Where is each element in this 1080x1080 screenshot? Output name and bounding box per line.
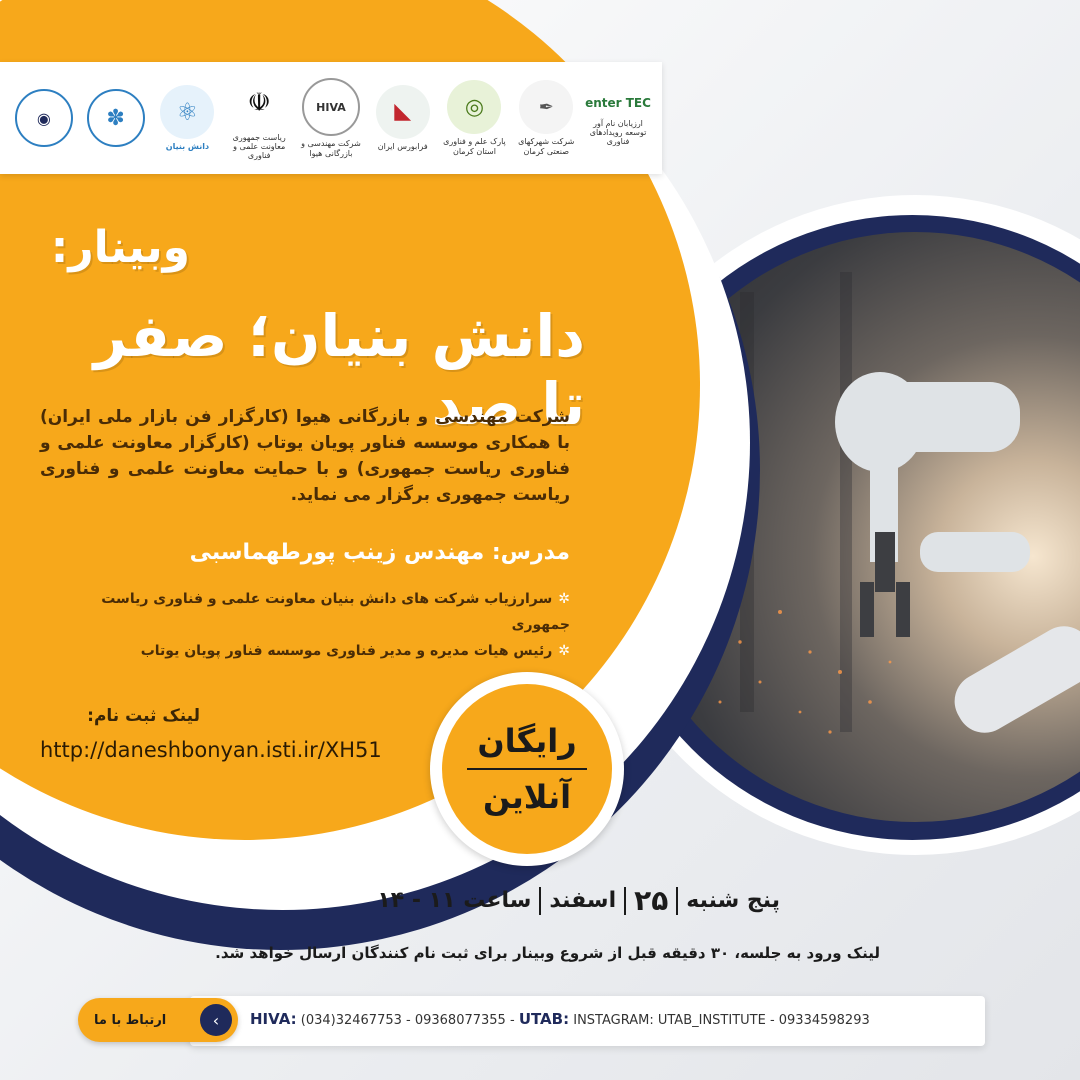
contact-us-label: ارتباط با ما — [94, 1012, 167, 1028]
list-item-text: رئیس هیات مدیره و مدیر فناوری موسسه فناور پویان یوتاب — [140, 643, 553, 659]
date-separator — [676, 887, 678, 915]
badge-free-text: رایگان — [477, 722, 577, 760]
date-separator — [539, 887, 541, 915]
page-title: دانش بنیان؛ صفر تا صد — [93, 302, 585, 438]
hiva-logo-icon: HIVA — [302, 78, 360, 136]
gear-bullet-icon: ✲ — [558, 643, 570, 659]
logo-caption: ارزیابان نام آور توسعه رویدادهای فناوری — [589, 118, 647, 147]
logo-hiva — [298, 78, 364, 157]
list-item — [50, 638, 570, 664]
list-item-text: سرارزیاب شرکت های دانش بنیان معاونت علمی و فناوری ریاست جمهوری — [101, 591, 570, 633]
partner-logo-strip — [0, 62, 662, 174]
logo-industrial-parks — [513, 80, 579, 155]
entertec-logo-icon: enter TEC — [585, 95, 651, 110]
instructor-credentials — [50, 586, 570, 664]
logo-kerman-tech-park — [441, 80, 507, 155]
utab-label: UTAB: — [518, 1010, 570, 1028]
logo-network-tree — [83, 89, 149, 147]
chevron-left-icon: ‹ — [200, 1004, 232, 1036]
event-time: ساعت ۱۱ - ۱۴ — [377, 888, 532, 913]
event-day: پنج شنبه — [686, 888, 780, 913]
logo-farabourse — [370, 85, 436, 151]
date-separator — [624, 887, 626, 915]
hiva-label: HIVA: — [250, 1010, 297, 1028]
instructor-name: مدرس: مهندس زینب پورطهماسبی — [189, 540, 570, 565]
description-text: شرکت مهندسی و بازرگانی هیوا (کارگزار فن بازار ملی ایران) با همکاری موسسه فناور پویان یوتاب (کارگزار معاونت علمی و فناوری ریاست جمهوری) و با حمایت معاونت علمی و فناوری ریاست جمهوری برگزار می نماید. — [40, 407, 570, 505]
logo-presidency — [226, 76, 292, 161]
logo-entertec — [585, 90, 651, 147]
logo-caption: ریاست جمهوری معاونت علمی و فناوری — [232, 132, 286, 161]
event-date-number: ۲۵ — [634, 884, 669, 917]
event-month: اسفند — [549, 888, 617, 913]
list-item — [50, 586, 570, 638]
iran-emblem-icon: ☫ — [247, 87, 271, 118]
registration-link[interactable]: http://daneshbonyan.isti.ir/XH51 — [40, 738, 382, 762]
logo-utab — [11, 89, 77, 147]
logo-caption: پارک علم و فناوری استان کرمان — [443, 137, 506, 156]
contact-us-button[interactable] — [78, 998, 238, 1042]
badge-divider — [467, 768, 587, 770]
industrial-parks-logo-icon: ✒ — [519, 80, 573, 134]
badge-online-text: آنلاین — [482, 778, 572, 816]
session-link-note: لینک ورود به جلسه، ۳۰ دقیقه قبل از شروع وبینار برای ثبت نام کنندگان ارسال خواهد شد. — [215, 944, 880, 962]
utab-logo-icon: ◉ — [15, 89, 73, 147]
daneshbonyan-logo-icon: ⚛ — [160, 85, 214, 139]
webinar-label: وبینار: — [50, 222, 190, 273]
free-online-badge — [442, 684, 612, 854]
registration-label: لینک ثبت نام: — [87, 706, 200, 726]
utab-contact: INSTAGRAM: UTAB_INSTITUTE - 09334598293 — [573, 1013, 870, 1028]
logo-caption: شرکت مهندسی و بازرگانی هیوا — [301, 139, 361, 158]
contact-info — [250, 1010, 980, 1028]
logo-caption: فرابورس ایران — [377, 141, 428, 151]
contact-separator: - — [509, 1013, 515, 1028]
logo-caption: دانش بنیان — [165, 141, 210, 151]
event-schedule — [300, 884, 780, 917]
network-tree-logo-icon: ✽ — [87, 89, 145, 147]
hiva-phones: (034)32467753 - 09368077355 — [300, 1013, 506, 1028]
logo-caption: شرکت شهرکهای صنعتی کرمان — [518, 137, 575, 156]
kerman-tech-park-logo-icon: ◎ — [447, 80, 501, 134]
gear-bullet-icon: ✲ — [558, 591, 570, 607]
farabourse-logo-icon: ◣ — [376, 85, 430, 139]
logo-daneshbonyan — [154, 85, 220, 151]
